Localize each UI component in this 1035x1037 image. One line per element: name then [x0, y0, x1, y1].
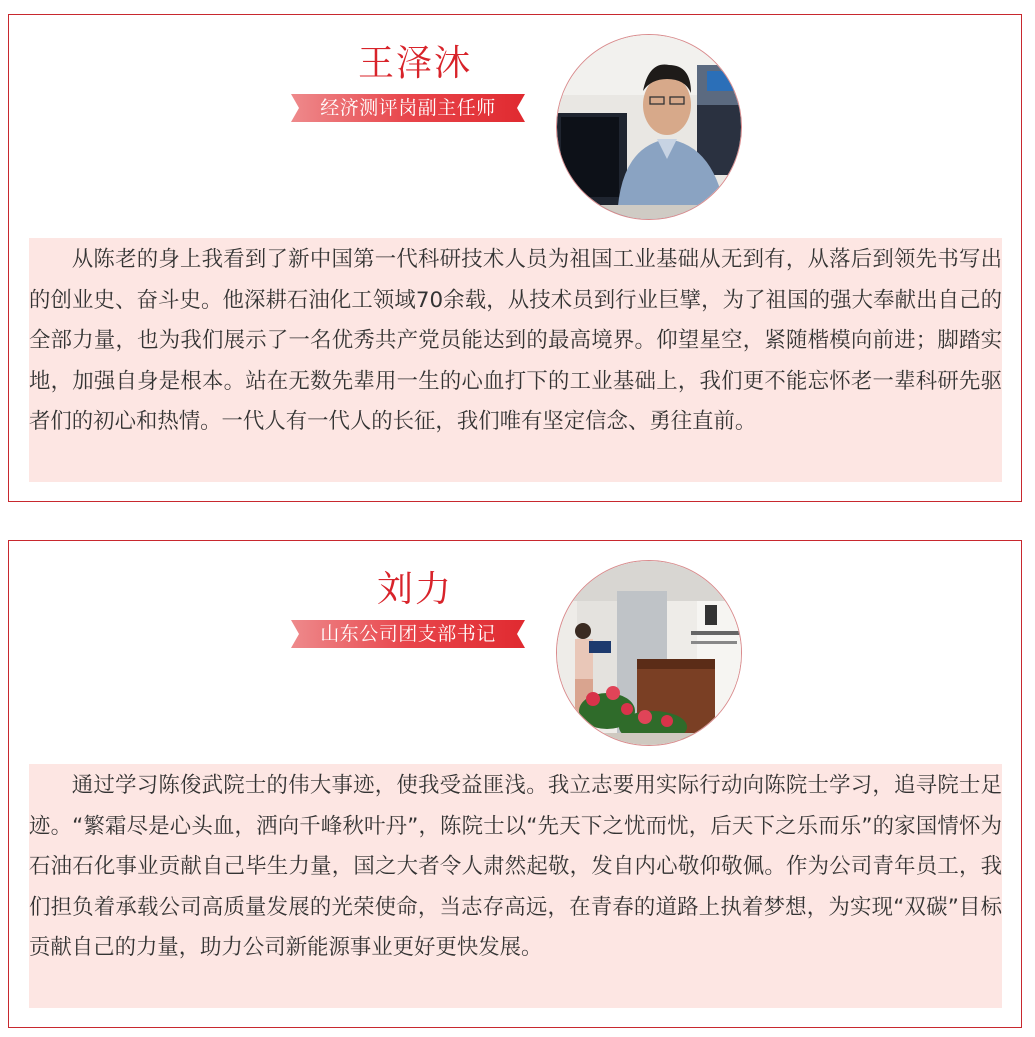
person-reading-in-lobby-photo-icon — [557, 561, 742, 746]
quote-box — [29, 238, 1002, 482]
quote-text: 通过学习陈俊武院士的伟大事迹，使我受益匪浅。我立志要用实际行动向陈院士学习，追寻院士足迹。“繁霜尽是心头血，洒向千峰秋叶丹”，陈院士以“先天下之忧而忧，后天下之乐而乐”的家国情怀为石油石化事业贡献自己毕生力量，国之大者令人肃然起敬，发自内心敬仰敬佩。作为公司青年员工，我们担负着承载公司高质量发展的光荣使命，当志存高远，在青春的道路上执着梦想，为实现“双碳”目标贡献自己的力量，助力公司新能源事业更好更快发展。 — [29, 773, 1002, 961]
profile-card-liu — [8, 540, 1022, 1028]
role-title: 山东公司团支部书记 — [320, 623, 496, 645]
role-ribbon — [291, 92, 525, 124]
portrait-photo — [556, 34, 742, 220]
person-name: 刘力 — [376, 569, 453, 610]
quote-text: 从陈老的身上我看到了新中国第一代科研技术人员为祖国工业基础从无到有，从落后到领先书写出的创业史、奋斗史。他深耕石油化工领域70余载，从技术员到行业巨擘，为了祖国的强大奉献出自己的全部力量，也为我们展示了一名优秀共产党员能达到的最高境界。仰望星空，紧随楷模向前进；脚踏实地，加强自身是根本。站在无数先辈用一生的心血打下的工业基础上，我们更不能忘怀老一辈科研先驱者们的初心和热情。一代人有一代人的长征，我们唯有坚定信念、勇往直前。 — [29, 247, 1002, 435]
role-ribbon — [291, 618, 525, 650]
person-at-computer-photo-icon — [557, 35, 742, 220]
role-title: 经济测评岗副主任师 — [320, 97, 496, 119]
quote-box — [29, 764, 1002, 1008]
profile-card-wang — [8, 14, 1022, 502]
person-name: 王泽沐 — [357, 43, 472, 84]
portrait-photo — [556, 560, 742, 746]
